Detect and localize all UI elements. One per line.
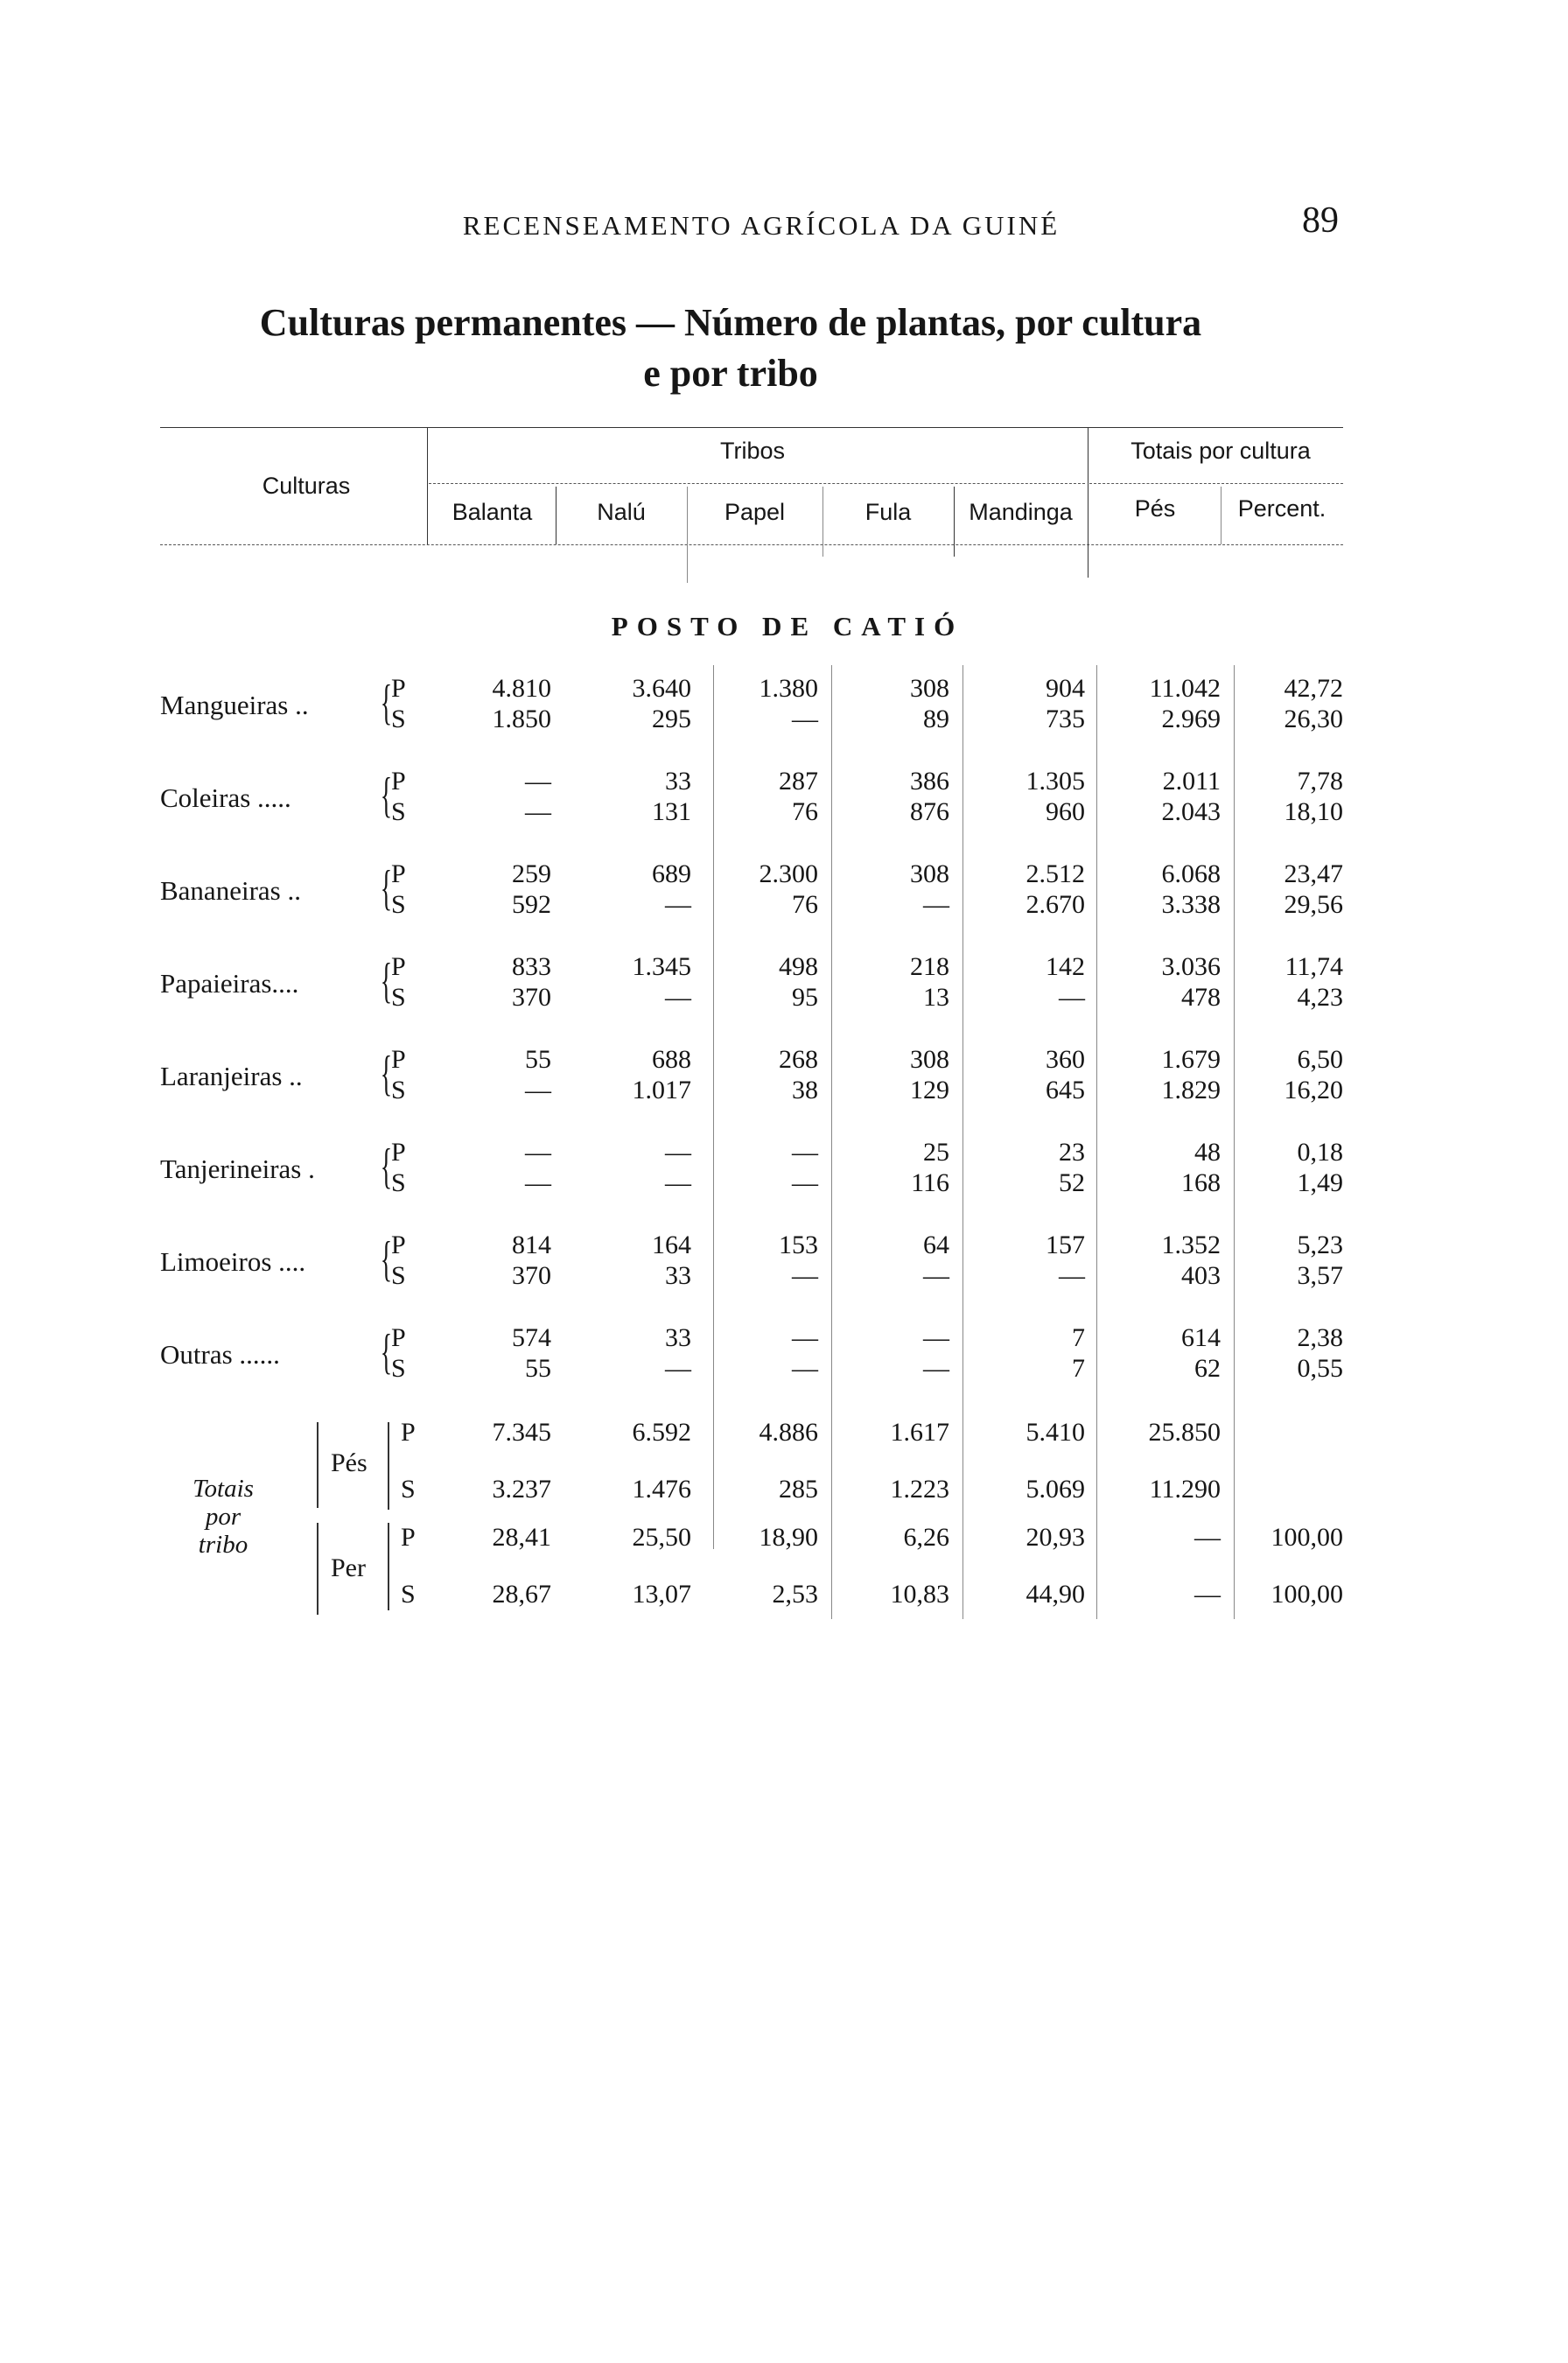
- total-pes_p-mandinga: 5.410: [1026, 1418, 1085, 1447]
- cell-percent-s: 3,57: [1297, 1261, 1343, 1290]
- cell-percent-s: 16,20: [1284, 1076, 1343, 1104]
- cell-nalu-s: 295: [652, 705, 691, 733]
- cell-mandinga-p: 2.512: [1026, 859, 1085, 888]
- cell-nalu-p: 164: [652, 1231, 691, 1259]
- header-culturas: Culturas: [262, 473, 351, 499]
- cell-fula-s: 876: [910, 797, 949, 826]
- total-per_s-fula: 10,83: [890, 1580, 949, 1609]
- total-per_s-nalu: 13,07: [632, 1580, 691, 1609]
- label-s: S: [391, 797, 406, 826]
- cell-balanta-p: 259: [512, 859, 551, 888]
- cell-balanta-p: —: [525, 1138, 551, 1167]
- label-p: P: [391, 859, 406, 888]
- header-bottom-rule: [160, 544, 1343, 545]
- cell-mandinga-p: 904: [1046, 674, 1085, 703]
- totals-label-per_p: P: [401, 1523, 416, 1552]
- total-per_p-balanta: 28,41: [492, 1523, 551, 1552]
- cell-papel-s: 76: [792, 890, 818, 919]
- cell-papel-s: —: [792, 705, 818, 733]
- cell-fula-s: —: [923, 1261, 949, 1290]
- brace: {: [380, 1047, 393, 1101]
- crop-name: Coleiras .....: [160, 782, 291, 813]
- cell-percent-s: 4,23: [1297, 983, 1343, 1012]
- crop-name: Tanjerineiras .: [160, 1153, 315, 1184]
- label-p: P: [391, 674, 406, 703]
- total-per_p-papel: 18,90: [759, 1523, 818, 1552]
- cell-percent-p: 7,78: [1297, 767, 1343, 796]
- total-per_p-mandinga: 20,93: [1026, 1523, 1085, 1552]
- cell-fula-p: 25: [923, 1138, 949, 1167]
- brace: {: [380, 1139, 393, 1194]
- cell-mandinga-s: —: [1059, 983, 1085, 1012]
- cell-mandinga-s: —: [1059, 1261, 1085, 1290]
- totals-label-per_s: S: [401, 1580, 416, 1609]
- cell-balanta-s: —: [525, 1076, 551, 1104]
- cell-balanta-p: 814: [512, 1231, 551, 1259]
- label-p: P: [391, 1138, 406, 1167]
- cell-nalu-p: 688: [652, 1045, 691, 1074]
- cell-balanta-s: 370: [512, 983, 551, 1012]
- totals-brace-pes: [388, 1422, 389, 1510]
- cell-nalu-s: 33: [665, 1261, 691, 1290]
- brace: {: [380, 1232, 393, 1287]
- cell-balanta-p: 4.810: [492, 674, 551, 703]
- total-pes_s-nalu: 1.476: [632, 1475, 691, 1504]
- cell-mandinga-p: 157: [1046, 1231, 1085, 1259]
- cell-balanta-s: 592: [512, 890, 551, 919]
- cell-balanta-p: 574: [512, 1323, 551, 1352]
- totals-brace-outer-top: [317, 1422, 318, 1508]
- cell-percent-p: 23,47: [1284, 859, 1343, 888]
- cell-balanta-s: 55: [525, 1354, 551, 1383]
- cell-fula-s: 89: [923, 705, 949, 733]
- cell-fula-p: 308: [910, 1045, 949, 1074]
- total-per_p-percent: 100,00: [1270, 1523, 1343, 1552]
- cell-pes-p: 11.042: [1149, 674, 1221, 703]
- cell-pes-s: 62: [1194, 1354, 1221, 1383]
- cell-nalu-p: 689: [652, 859, 691, 888]
- cell-pes-p: 2.011: [1162, 767, 1221, 796]
- cell-papel-s: 95: [792, 983, 818, 1012]
- total-pes_s-pes: 11.290: [1149, 1475, 1221, 1504]
- crop-name: Mangueiras ..: [160, 690, 309, 720]
- cell-mandinga-p: 1.305: [1026, 767, 1085, 796]
- cell-pes-s: 168: [1181, 1168, 1221, 1197]
- cell-mandinga-p: 23: [1059, 1138, 1085, 1167]
- total-per_s-pes: —: [1194, 1580, 1221, 1609]
- cell-nalu-s: —: [665, 1168, 691, 1197]
- cell-nalu-p: —: [665, 1138, 691, 1167]
- cell-balanta-p: 55: [525, 1045, 551, 1074]
- label-s: S: [391, 705, 406, 733]
- label-s: S: [391, 1261, 406, 1290]
- cell-pes-s: 3.338: [1161, 890, 1221, 919]
- cell-balanta-s: —: [525, 797, 551, 826]
- cell-papel-p: 1.380: [759, 674, 818, 703]
- total-per_s-percent: 100,00: [1270, 1580, 1343, 1609]
- cell-pes-s: 478: [1181, 983, 1221, 1012]
- totals-label-line-2: por: [205, 1503, 242, 1531]
- cell-fula-p: 218: [910, 952, 949, 981]
- cell-papel-s: 38: [792, 1076, 818, 1104]
- title-line-1: Culturas permanentes — Número de plantas, por cultura: [259, 301, 1202, 344]
- cell-nalu-s: —: [665, 1354, 691, 1383]
- cell-papel-s: 76: [792, 797, 818, 826]
- totais-rule: [1089, 483, 1343, 484]
- cell-fula-s: 116: [911, 1168, 949, 1197]
- cell-mandinga-p: 360: [1046, 1045, 1085, 1074]
- cell-nalu-p: 33: [665, 1323, 691, 1352]
- crop-name: Limoeiros ....: [160, 1246, 306, 1277]
- cell-mandinga-s: 645: [1046, 1076, 1085, 1104]
- cell-papel-p: 2.300: [759, 859, 818, 888]
- cell-percent-s: 0,55: [1297, 1354, 1343, 1383]
- total-per_p-pes: —: [1194, 1523, 1221, 1552]
- header-percent: Percent.: [1237, 495, 1326, 522]
- cell-pes-p: 3.036: [1161, 952, 1221, 981]
- cell-pes-s: 403: [1181, 1261, 1221, 1290]
- cell-balanta-s: 1.850: [492, 705, 551, 733]
- brace: {: [380, 1325, 393, 1379]
- cell-nalu-p: 3.640: [632, 674, 691, 703]
- cell-papel-p: —: [792, 1138, 818, 1167]
- cell-fula-p: 308: [910, 674, 949, 703]
- label-p: P: [391, 1231, 406, 1259]
- header-tribos: Tribos: [719, 438, 785, 464]
- brace: {: [380, 676, 393, 730]
- label-s: S: [391, 890, 406, 919]
- cell-mandinga-p: 142: [1046, 952, 1085, 981]
- running-head: RECENSEAMENTO AGRÍCOLA DA GUINÉ: [462, 210, 1060, 241]
- cell-pes-s: 2.969: [1161, 705, 1221, 733]
- cell-percent-s: 26,30: [1284, 705, 1343, 733]
- crop-name: Outras ......: [160, 1339, 280, 1370]
- cell-mandinga-s: 2.670: [1026, 890, 1085, 919]
- total-pes_p-fula: 1.617: [890, 1418, 949, 1447]
- cell-nalu-p: 1.345: [632, 952, 691, 981]
- cell-nalu-p: 33: [665, 767, 691, 796]
- cell-papel-p: 498: [779, 952, 818, 981]
- total-pes_p-pes: 25.850: [1148, 1418, 1221, 1447]
- totals-label-line-3: tribo: [198, 1531, 248, 1559]
- cell-fula-s: 129: [910, 1076, 949, 1104]
- cell-balanta-s: 370: [512, 1261, 551, 1290]
- cell-fula-p: 308: [910, 859, 949, 888]
- cell-papel-p: 153: [779, 1231, 818, 1259]
- cell-percent-p: 2,38: [1297, 1323, 1343, 1352]
- cell-mandinga-s: 52: [1059, 1168, 1085, 1197]
- brace: {: [380, 954, 393, 1008]
- total-pes_p-papel: 4.886: [759, 1418, 818, 1447]
- cell-pes-p: 6.068: [1161, 859, 1221, 888]
- label-p: P: [391, 1045, 406, 1074]
- cell-percent-p: 11,74: [1284, 952, 1343, 981]
- label-s: S: [391, 1168, 406, 1197]
- total-per_s-papel: 2,53: [772, 1580, 818, 1609]
- crop-name: Papaieiras....: [160, 968, 299, 999]
- cell-fula-s: —: [923, 890, 949, 919]
- cell-papel-p: 287: [779, 767, 818, 796]
- label-s: S: [391, 983, 406, 1012]
- label-p: P: [391, 767, 406, 796]
- header-mandinga: Mandinga: [969, 499, 1073, 525]
- header-papel: Papel: [724, 499, 786, 525]
- cell-percent-p: 5,23: [1297, 1231, 1343, 1259]
- label-s: S: [391, 1076, 406, 1104]
- header-top-rule: [160, 427, 1343, 428]
- totals-label-pes_p: P: [401, 1418, 416, 1447]
- page-number: 89: [1302, 200, 1339, 241]
- header-balanta: Balanta: [452, 499, 533, 525]
- total-pes_s-fula: 1.223: [890, 1475, 949, 1504]
- total-per_p-nalu: 25,50: [632, 1523, 691, 1552]
- cell-nalu-s: —: [665, 983, 691, 1012]
- header-totais: Totais por cultura: [1130, 438, 1311, 464]
- cell-percent-s: 29,56: [1284, 890, 1343, 919]
- cell-fula-p: 64: [923, 1231, 949, 1259]
- cell-percent-s: 1,49: [1297, 1168, 1343, 1197]
- total-pes_s-balanta: 3.237: [492, 1475, 551, 1504]
- cell-percent-p: 0,18: [1297, 1138, 1343, 1167]
- header-nalu: Nalú: [597, 499, 646, 525]
- cell-pes-p: 1.352: [1161, 1231, 1221, 1259]
- totals-pes-label: Pés: [331, 1448, 368, 1477]
- cell-fula-s: 13: [923, 983, 949, 1012]
- cell-mandinga-s: 960: [1046, 797, 1085, 826]
- header-pes: Pés: [1134, 495, 1176, 522]
- cell-pes-s: 2.043: [1161, 797, 1221, 826]
- cell-mandinga-p: 7: [1072, 1323, 1085, 1352]
- cell-nalu-s: 131: [652, 797, 691, 826]
- label-s: S: [391, 1354, 406, 1383]
- cell-balanta-p: —: [525, 767, 551, 796]
- cell-fula-p: —: [923, 1323, 949, 1352]
- crop-name: Laranjeiras ..: [160, 1061, 303, 1091]
- cell-balanta-p: 833: [512, 952, 551, 981]
- section-title: POSTO DE CATIÓ: [611, 611, 964, 642]
- cell-papel-s: —: [792, 1261, 818, 1290]
- brace: {: [380, 768, 393, 823]
- header-fula: Fula: [864, 499, 912, 525]
- cell-papel-p: 268: [779, 1045, 818, 1074]
- cell-pes-p: 1.679: [1161, 1045, 1221, 1074]
- cell-pes-s: 1.829: [1161, 1076, 1221, 1104]
- col-divider-culturas: [427, 427, 428, 544]
- cell-nalu-s: 1.017: [632, 1076, 691, 1104]
- cell-fula-p: 386: [910, 767, 949, 796]
- tribos-rule: [429, 483, 1085, 484]
- label-p: P: [391, 1323, 406, 1352]
- cell-percent-s: 18,10: [1284, 797, 1343, 826]
- cell-percent-p: 42,72: [1284, 674, 1343, 703]
- totals-label-pes_s: S: [401, 1475, 416, 1504]
- totals-brace-per: [388, 1523, 389, 1610]
- cell-papel-s: —: [792, 1168, 818, 1197]
- cell-pes-p: 614: [1181, 1323, 1221, 1352]
- cell-balanta-s: —: [525, 1168, 551, 1197]
- title-line-2: e por tribo: [643, 352, 818, 395]
- totals-brace-outer-bottom: [317, 1523, 318, 1615]
- crop-name: Bananeiras ..: [160, 875, 301, 906]
- cell-papel-p: —: [792, 1323, 818, 1352]
- total-per_s-mandinga: 44,90: [1026, 1580, 1085, 1609]
- cell-pes-p: 48: [1194, 1138, 1221, 1167]
- total-pes_p-balanta: 7.345: [492, 1418, 551, 1447]
- cell-fula-s: —: [923, 1354, 949, 1383]
- cell-mandinga-s: 7: [1072, 1354, 1085, 1383]
- cell-mandinga-s: 735: [1046, 705, 1085, 733]
- cell-nalu-s: —: [665, 890, 691, 919]
- total-per_p-fula: 6,26: [903, 1523, 949, 1552]
- cell-percent-p: 6,50: [1297, 1045, 1343, 1074]
- brace: {: [380, 861, 393, 915]
- total-pes_s-papel: 285: [779, 1475, 818, 1504]
- label-p: P: [391, 952, 406, 981]
- totals-label-line-1: Totais: [192, 1475, 254, 1503]
- total-pes_p-nalu: 6.592: [632, 1418, 691, 1447]
- total-per_s-balanta: 28,67: [492, 1580, 551, 1609]
- total-pes_s-mandinga: 5.069: [1026, 1475, 1085, 1504]
- totals-per-label: Per: [331, 1553, 366, 1582]
- cell-papel-s: —: [792, 1354, 818, 1383]
